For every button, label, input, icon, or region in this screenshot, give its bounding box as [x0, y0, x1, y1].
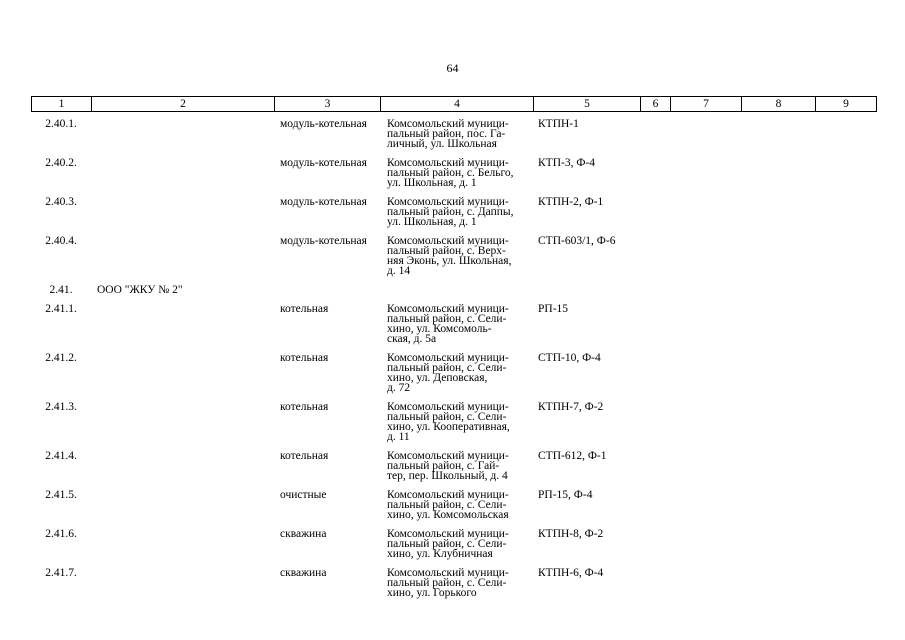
- column-header: 1: [32, 97, 92, 112]
- column-header: 6: [641, 97, 671, 112]
- power-source: СТП-612, Ф-1: [538, 450, 607, 462]
- address-line: тер, пер. Школьный, д. 4: [387, 470, 508, 482]
- facility-type: скважина: [280, 528, 327, 540]
- address-line: д. 11: [387, 431, 410, 443]
- facility-address: [387, 490, 531, 520]
- organization-name: ООО "ЖКУ № 2": [97, 284, 183, 296]
- facility-address: [387, 304, 531, 344]
- address-line: Комсомольский муници-: [387, 567, 509, 579]
- address-line: пальный район, с. Сели-: [387, 313, 507, 325]
- row-number: 2.40.1.: [45, 118, 77, 130]
- table-row: [31, 529, 876, 568]
- address-line: няя Эконь, ул. Школьная,: [387, 255, 512, 267]
- facility-address: [387, 568, 531, 598]
- table-body: [31, 119, 876, 607]
- facility-type: скважина: [280, 567, 327, 579]
- table-row: [31, 197, 876, 236]
- facility-type: котельная: [280, 401, 329, 413]
- facility-type: модуль-котельная: [280, 157, 367, 169]
- address-line: Комсомольский муници-: [387, 528, 509, 540]
- address-line: Комсомольский муници-: [387, 303, 509, 315]
- row-number: 2.40.2.: [45, 157, 77, 169]
- address-line: Комсомольский муници-: [387, 157, 509, 169]
- address-line: хино, ул. Комсомоль-: [387, 323, 492, 335]
- column-header: 9: [816, 97, 877, 112]
- table-row: [31, 490, 876, 529]
- column-header: 7: [671, 97, 742, 112]
- address-line: пальный район, с. Даппы,: [387, 206, 514, 218]
- power-source: КТПН-6, Ф-4: [538, 567, 604, 579]
- address-line: д. 14: [387, 265, 411, 277]
- column-header: 2: [92, 97, 275, 112]
- row-number: 2.41.5.: [45, 489, 77, 501]
- row-number: 2.41.: [49, 284, 73, 296]
- header-row: [32, 97, 877, 112]
- facility-type: очистные: [280, 489, 327, 501]
- facility-address: [387, 236, 531, 276]
- address-line: хино, ул. Горького: [387, 587, 477, 599]
- facility-type: модуль-котельная: [280, 118, 367, 130]
- power-source: РП-15, Ф-4: [538, 489, 593, 501]
- row-number: 2.41.7.: [45, 567, 77, 579]
- address-line: Комсомольский муници-: [387, 118, 509, 130]
- column-header-table: [31, 96, 877, 112]
- page-number: 64: [446, 61, 459, 75]
- address-line: хино, ул. Комсомольская: [387, 509, 509, 521]
- address-line: хино, ул. Клубничная: [387, 548, 493, 560]
- table-row: [31, 402, 876, 451]
- address-line: Комсомольский муници-: [387, 235, 509, 247]
- address-line: пальный район, пос. Га-: [387, 128, 506, 140]
- address-line: Комсомольский муници-: [387, 352, 509, 364]
- row-number: 2.40.3.: [45, 196, 77, 208]
- facility-type: котельная: [280, 450, 329, 462]
- facility-address: [387, 402, 531, 442]
- address-line: Комсомольский муници-: [387, 450, 509, 462]
- table-row: [31, 285, 876, 304]
- facility-address: [387, 353, 531, 393]
- address-line: пальный район, с. Сели-: [387, 577, 507, 589]
- power-source: РП-15: [538, 303, 569, 315]
- row-number: 2.41.6.: [45, 528, 77, 540]
- table-row: [31, 158, 876, 197]
- column-header: 8: [742, 97, 816, 112]
- column-header: 3: [275, 97, 381, 112]
- power-source: СТП-10, Ф-4: [538, 352, 601, 364]
- column-header: 4: [381, 97, 534, 112]
- address-line: пальный район, с. Сели-: [387, 499, 507, 511]
- row-number: 2.41.2.: [45, 352, 77, 364]
- row-number: 2.40.4.: [45, 235, 77, 247]
- address-line: Комсомольский муници-: [387, 196, 509, 208]
- address-line: пальный район, с. Сели-: [387, 411, 507, 423]
- power-source: КТПН-2, Ф-1: [538, 196, 604, 208]
- facility-address: [387, 197, 531, 227]
- facility-type: котельная: [280, 303, 329, 315]
- row-number: 2.41.4.: [45, 450, 77, 462]
- address-line: хино, ул. Деповская,: [387, 372, 488, 384]
- power-source: КТПН-8, Ф-2: [538, 528, 604, 540]
- facility-address: [387, 529, 531, 559]
- facility-address: [387, 158, 531, 188]
- address-line: Комсомольский муници-: [387, 489, 509, 501]
- column-header: 5: [534, 97, 641, 112]
- address-line: пальный район, с. Бельго,: [387, 167, 514, 179]
- address-line: пальный район, с. Сели-: [387, 538, 507, 550]
- address-line: пальный район, с. Сели-: [387, 362, 507, 374]
- table-row: [31, 568, 876, 607]
- facility-address: [387, 451, 531, 481]
- address-line: ская, д. 5а: [387, 333, 437, 345]
- table-row: [31, 236, 876, 285]
- facility-address: [387, 119, 531, 149]
- address-line: пальный район, с. Гай-: [387, 460, 500, 472]
- facility-type: котельная: [280, 352, 329, 364]
- table-row: [31, 451, 876, 490]
- table-row: [31, 304, 876, 353]
- table-row: [31, 353, 876, 402]
- power-source: КТПН-7, Ф-2: [538, 401, 604, 413]
- row-number: 2.41.1.: [45, 303, 77, 315]
- address-line: ул. Школьная, д. 1: [387, 177, 477, 189]
- power-source: КТПН-1: [538, 118, 579, 130]
- address-line: д. 72: [387, 382, 411, 394]
- facility-type: модуль-котельная: [280, 196, 367, 208]
- address-line: Комсомольский муници-: [387, 401, 509, 413]
- power-source: КТП-3, Ф-4: [538, 157, 595, 169]
- address-line: хино, ул. Кооперативная,: [387, 421, 510, 433]
- address-line: личный, ул. Школьная: [387, 138, 497, 150]
- power-source: СТП-603/1, Ф-6: [538, 235, 616, 247]
- facility-type: модуль-котельная: [280, 235, 367, 247]
- address-line: пальный район, с. Верх-: [387, 245, 506, 257]
- address-line: ул. Школьная, д. 1: [387, 216, 477, 228]
- table-row: [31, 119, 876, 158]
- row-number: 2.41.3.: [45, 401, 77, 413]
